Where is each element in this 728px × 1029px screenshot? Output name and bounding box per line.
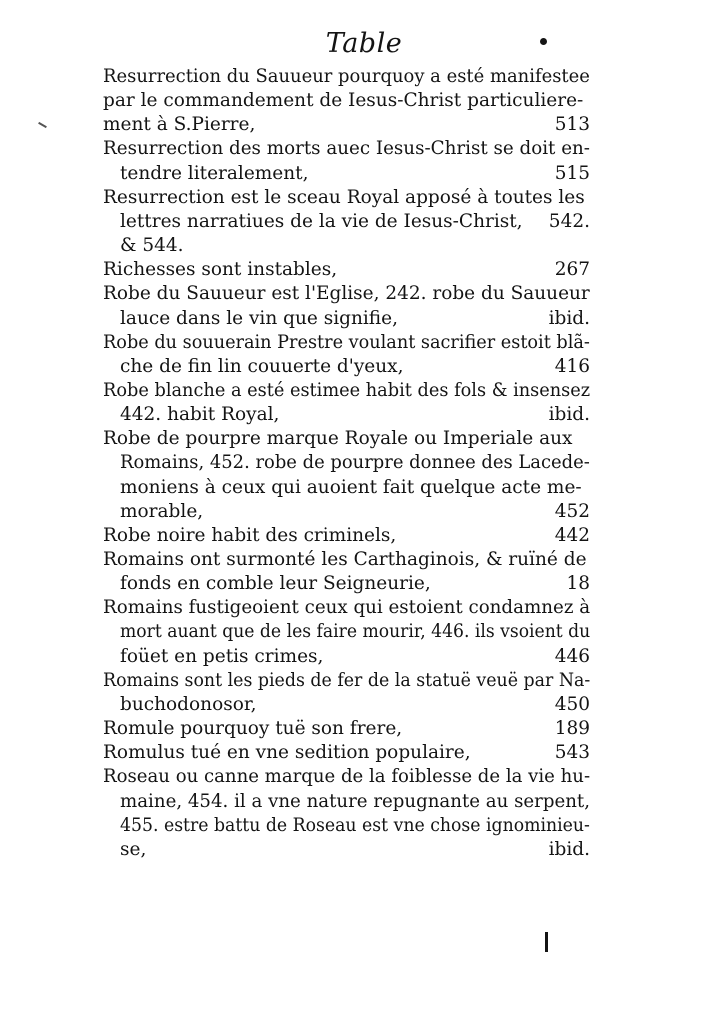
index-entry-text: buchodonosor, — [120, 693, 257, 715]
index-entry-line — [0, 355, 728, 379]
index-entry-text: Robe de pourpre marque Royale ou Imperiale aux — [103, 428, 573, 450]
index-entry-text: & 544. — [120, 235, 184, 257]
index-entry-page-ref: 543 — [554, 742, 590, 764]
index-entry-line — [0, 741, 728, 765]
index-entry-line — [0, 814, 728, 838]
index-entry-page-ref: 267 — [554, 259, 590, 281]
running-head-title: Table — [325, 28, 403, 59]
index-entry-text: Robe du Sauueur est l'Eglise, 242. robe du Sauueur — [103, 283, 590, 305]
index-entry-page-ref: 542. — [548, 210, 590, 232]
index-entry-page-ref: 446 — [554, 645, 590, 667]
index-entry-line — [0, 379, 728, 403]
index-entry-line — [0, 210, 728, 234]
index-entry-line — [0, 596, 728, 620]
index-entry-line — [0, 838, 728, 862]
index-entry-line — [0, 186, 728, 210]
index-entry-text: Roseau ou canne marque de la foiblesse de la vie hu- — [103, 766, 591, 788]
index-entry-text: tendre literalement, — [120, 162, 309, 184]
index-entry-line — [0, 645, 728, 669]
index-entry-line — [0, 451, 728, 475]
index-entry-text: mort auant que de les faire mourir, 446. ils vsoient du — [120, 621, 591, 643]
index-entry-text: maine, 454. il a vne nature repugnante au serpent, — [120, 790, 591, 812]
index-entry-text: Romule pourquoy tuë son frere, — [103, 718, 403, 740]
index-entry-page-ref: 416 — [554, 355, 590, 377]
index-entry-text: moniens à ceux qui auoient fait quelque acte me- — [120, 476, 582, 498]
index-entry-line — [0, 427, 728, 451]
index-entry-text: morable, — [120, 500, 204, 522]
index-entry-line — [0, 113, 728, 137]
index-entry-page-ref: 515 — [554, 162, 590, 184]
index-entry-page-ref: 18 — [566, 573, 590, 595]
index-entry-line — [0, 500, 728, 524]
index-entry-text: foüet en petis crimes, — [120, 645, 324, 667]
index-entry-line — [0, 572, 728, 596]
index-entry-text: fonds en comble leur Seigneurie, — [120, 573, 431, 595]
index-entry-line — [0, 524, 728, 548]
index-entry-text: Robe blanche a esté estimee habit des fols & insensez — [103, 379, 591, 401]
index-entry-text: se, — [120, 838, 147, 860]
index-entry-text: Resurrection des morts auec Iesus-Christ se doit en- — [103, 138, 590, 160]
index-entry-text: Richesses sont instables, — [103, 259, 338, 281]
index-entry-line — [0, 282, 728, 306]
index-entry-text: ment à S.Pierre, — [103, 114, 256, 136]
index-entry-line — [0, 765, 728, 789]
index-entry-page-ref: 513 — [554, 114, 590, 136]
index-entry-line — [0, 717, 728, 741]
printer-dot-mark — [540, 38, 547, 45]
index-entry-page-ref: 452 — [554, 500, 590, 522]
index-entry-text: Resurrection est le sceau Royal apposé à toutes les — [103, 186, 585, 208]
index-entry-text: 442. habit Royal, — [120, 404, 280, 426]
index-entry-text: lauce dans le vin que signifie, — [120, 307, 398, 329]
index-entry-line — [0, 65, 728, 89]
index-entry-page-ref: ibid. — [548, 307, 590, 329]
index-entry-text: Robe du souuerain Prestre voulant sacrifier estoit blã- — [103, 331, 590, 353]
index-entry-text: che de fin lin couuerte d'yeux, — [120, 355, 404, 377]
index-entry-line — [0, 258, 728, 282]
index-entry-page-ref: ibid. — [548, 838, 590, 860]
index-entry-text: Resurrection du Sauueur pourquoy a esté manifestee — [103, 66, 590, 87]
index-entry-line — [0, 790, 728, 814]
index-entry-text: Romulus tué en vne sedition populaire, — [103, 742, 471, 764]
index-entry-line — [0, 548, 728, 572]
index-entry-line — [0, 89, 728, 113]
index-entry-line — [0, 620, 728, 644]
index-entry-text: par le commandement de Iesus-Christ particuliere- — [103, 90, 584, 112]
bottom-ink-mark — [545, 932, 548, 952]
index-entry-line — [0, 162, 728, 186]
index-entry-text: lettres narratiues de la vie de Iesus-Christ, — [120, 210, 523, 232]
index-entry-line — [0, 693, 728, 717]
index-entry-text: Romains fustigeoient ceux qui estoient condamnez à — [103, 597, 591, 619]
index-entry-text: Romains ont surmonté les Carthaginois, & ruïné de — [103, 549, 587, 570]
index-entry-page-ref: ibid. — [548, 404, 590, 426]
index-entry-text: Robe noire habit des criminels, — [103, 524, 397, 546]
index-entry-line — [0, 403, 728, 427]
index-entry-line — [0, 307, 728, 331]
index-entry-line — [0, 234, 728, 258]
index-entry-page-ref: 450 — [554, 693, 590, 715]
index-entry-line — [0, 669, 728, 693]
index-entry-line — [0, 137, 728, 161]
index-entry-line — [0, 476, 728, 500]
index-entry-line — [0, 331, 728, 355]
index-entry-page-ref: 442 — [554, 524, 590, 546]
index-entry-page-ref: 189 — [554, 718, 590, 740]
index-entry-text: Romains, 452. robe de pourpre donnee des Lacede- — [120, 452, 590, 474]
index-entry-text: 455. estre battu de Roseau est vne chose ignominieu- — [120, 814, 590, 836]
index-entry-text: Romains sont les pieds de fer de la statuë veuë par Na- — [103, 669, 591, 691]
